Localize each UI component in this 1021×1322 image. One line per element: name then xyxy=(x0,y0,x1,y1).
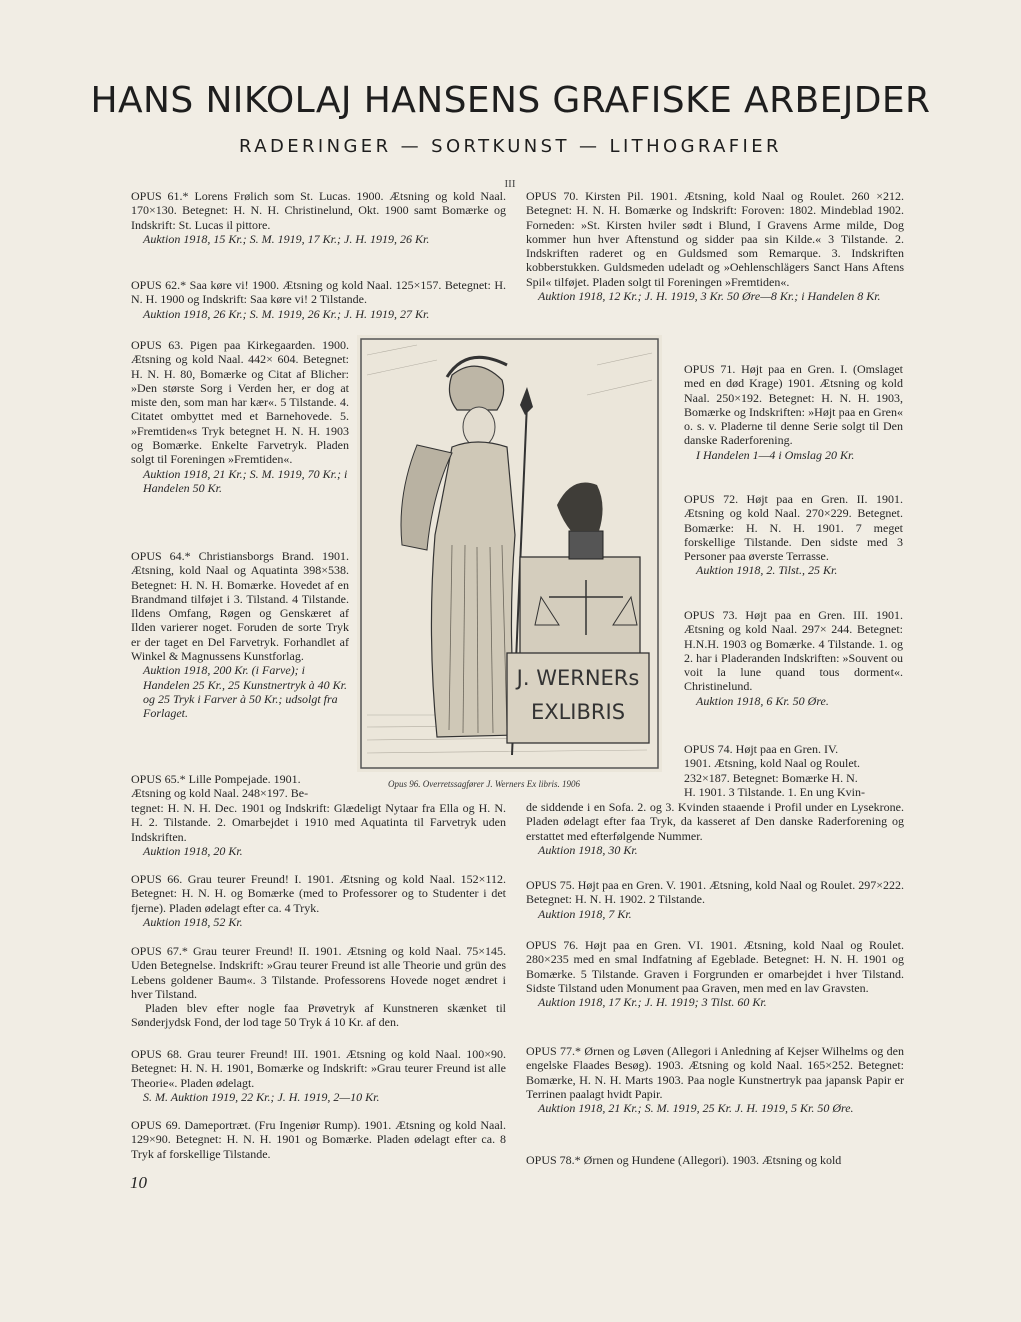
auction-line: Auktion 1918, 17 Kr.; J. H. 1919; 3 Tilst. 60 Kr. xyxy=(538,995,767,1010)
auction-line: Auktion 1918, 26 Kr.; S. M. 1919, 26 Kr.; J. H. 1919, 27 Kr. xyxy=(143,306,430,321)
entry-opus-77 xyxy=(526,1044,904,1115)
entry-text: de siddende i en Sofa. 2. og 3. Kvinden staaende i Profil under en Lysekrone. Pladen ødelagt efter faa Tryk, da kasseret af Den danske Raderforening og erstattet med efterfølgende Nummer. xyxy=(526,800,904,843)
entry-text: OPUS 67.* Grau teurer Freund! II. 1901. Ætsning og kold Naal. 75×145. Uden Betegnelse. Indskrift: »Grau teurer Freund ist alle Theorie und grün des Lebens goldener Baum«. 3 Tilstande. Professorens Hovede noget ændret i hver Tilstand. xyxy=(131,944,506,1001)
exlibris-drawing xyxy=(357,335,662,772)
entry-text: OPUS 70. Kirsten Pil. 1901. Ætsning, kold Naal og Roulet. 260 ×212. Betegnet: H. N. H. Bomærke og Indskrift: Foroven: 1802. Mindeblad 1902. Forneden: »St. Kirsten hviler sødt i Blund, I Gravens Arme milde, Dog kommer hun hver Aftenstund og sidder paa sin Kilde.« 3 Tilstande. 2. Indskriften raderet og en Guldsmed som Remarque. 3. Indskriften kobberstukken. Guldsmeden udeladt og »Oehlenschlägers Sanct Hans Aftens Spil« tilføjet. Pladen solgt til Foreningen »Fremtiden«. xyxy=(526,189,904,289)
entry-text: tegnet: H. N. H. Dec. 1901 og Indskrift: Glædeligt Nytaar fra Ella og H. N. H. 2. Tilstande. 2. Omarbejdet i 1910 med Aquatinta til Farvetryk uden Indskriften. xyxy=(131,801,506,844)
entry-text: OPUS 72. Højt paa en Gren. II. 1901. Ætsning og kold Naal. 270×229. Betegnet. Bomærke: H. N. H. 1901. 7 meget forskellige Tilstande. Den sidste med 3 Personer paa øverste Terrasse. xyxy=(684,492,903,564)
entry-text: OPUS 64.* Christiansborgs Brand. 1901. Ætsning, kold Naal og Aquatinta 398×538. Betegnet: H. N. H. Bomærke. Hovedet af en Brandmand tilføjet i 3. Tilstand. 4 Tilstande. Ildens Omfang, Røgen og Genskæret af Ilden varierer noget. Foruden de sorte Tryk er der taget en Del Farvetryk. Forhandlet af Winkel & Magnussens Kunstforlag. xyxy=(131,549,349,664)
entry-text: OPUS 69. Dameportræt. (Fru Ingeniør Rump). 1901. Ætsning og kold Naal. 129×90. Betegnet: H. N. H. 1901 og Bomærke. Pladen ødelagt efter ca. 8 Tryk af forskellige Tilstande. xyxy=(131,1118,506,1161)
entry-text-line: OPUS 74. Højt paa en Gren. IV. xyxy=(684,742,839,756)
entry-text: OPUS 63. Pigen paa Kirkegaarden. 1900. Ætsning og kold Naal. 442× 604. Betegnet: H. N. H. 80, Bomærke og Citat af Blicher: »Den største Sorg i Verden her, er dog at miste den, som man har kær«. 5 Tilstande. 4. Citatet ombyttet med et Barnehovede. 5. »Fremtiden«s Tryk betegnet H. N. H. 1903 og Bomærke. Enkelte Farvetryk. Pladen solgt til Foreningen »Fremtiden«. xyxy=(131,338,349,467)
entry-text-line: OPUS 65.* Lille Pompejade. 1901. xyxy=(131,772,301,786)
entry-text: OPUS 68. Grau teurer Freund! III. 1901. Ætsning og kold Naal. 100×90. Betegnet: H. N. H. 1901, Bomærke og Indskrift: »Grau teurer Freund ist alle Theorie«. Pladen ødelagt. xyxy=(131,1047,506,1090)
entry-opus-65 xyxy=(131,801,506,858)
plaque-line-2: EXLIBRIS xyxy=(530,700,626,724)
section-number: III xyxy=(504,178,516,190)
entry-text: OPUS 75. Højt paa en Gren. V. 1901. Ætsning, kold Naal og Roulet. 297×222. Betegnet: H. N. H. 1902. 2 Tilstande. xyxy=(526,878,904,907)
entry-text-line: 232×187. Betegnet: Bomærke H. N. xyxy=(684,770,858,785)
entry-text: OPUS 62.* Saa køre vi! 1900. Ætsning og kold Naal. 125×157. Betegnet: H. N. H. 1900 og Indskrift: Saa køre vi! 2 Tilstande. xyxy=(131,278,506,307)
entry-text-line: Ætsning og kold Naal. 248×197. Be- xyxy=(131,786,309,801)
entry-text: OPUS 77.* Ørnen og Løven (Allegori i Anledning af Kejser Wilhelms og den engelske Flaades Besøg). 1903. Ætsning og kold Naal. 165×252. Betegnet: Bomærke, H. N. H. Marts 1903. Paa nogle Kunstnertryk paa japansk Papir er Terrinen paalagt hvidt Papir. xyxy=(526,1044,904,1101)
entry-opus-75 xyxy=(526,878,904,921)
entry-opus-76 xyxy=(526,938,904,1009)
entry-opus-67 xyxy=(131,944,506,1030)
auction-line: Auktion 1918, 2. Tilst., 25 Kr. xyxy=(696,563,838,578)
entry-opus-62 xyxy=(131,278,506,321)
auction-line: Auktion 1918, 7 Kr. xyxy=(538,906,632,921)
entry-text: OPUS 76. Højt paa en Gren. VI. 1901. Ætsning, kold Naal og Roulet. 280×235 med en smal Indfatning af Egeblade. Betegnet: H. N. H. 1901 og Bomærke. 5 Tilstande. Graven i Forgrunden er omarbejdet i hver Tilstand. Sidste Tilstand uden Monument paa Graven, men med en lav Gravsten. xyxy=(526,938,904,995)
page-title: HANS NIKOLAJ HANSENS GRAFISKE ARBEJDER xyxy=(90,80,931,121)
entry-opus-78 xyxy=(526,1153,904,1167)
entry-note: Pladen blev efter nogle faa Prøvetryk af Kunstneren skænket til Sønderjydsk Fond, der lod tage 50 Tryk á 10 Kr. af den. xyxy=(131,1001,506,1030)
plaque-line-1: J. WERNERs xyxy=(516,666,640,690)
entry-opus-74-start xyxy=(684,742,903,799)
entry-opus-71 xyxy=(684,362,903,462)
auction-line: Auktion 1918, 15 Kr.; S. M. 1919, 17 Kr.; J. H. 1919, 26 Kr. xyxy=(143,231,430,246)
entry-opus-72 xyxy=(684,492,903,578)
entry-opus-74 xyxy=(526,800,904,857)
exlibris-illustration xyxy=(357,335,662,772)
auction-line: Auktion 1918, 30 Kr. xyxy=(538,842,638,857)
entry-text: OPUS 61.* Lorens Frølich som St. Lucas. 1900. Ætsning og kold Naal. 170×130. Betegnet: H. N. H. Christinelund, Okt. 1900 samt Bomærke og Indskrift: St. Lucas il pittore. xyxy=(131,189,506,232)
entry-opus-73 xyxy=(684,608,903,708)
auction-line: Auktion 1918, 21 Kr.; S. M. 1919, 25 Kr. J. H. 1919, 5 Kr. 50 Øre. xyxy=(538,1101,854,1116)
entry-opus-64 xyxy=(131,549,349,721)
auction-line: Auktion 1918, 12 Kr.; J. H. 1919, 3 Kr. 50 Øre—8 Kr.; i Handelen 8 Kr. xyxy=(538,289,881,304)
entry-text: OPUS 73. Højt paa en Gren. III. 1901. Ætsning og kold Naal. 297× 244. Betegnet: H.N.H. 1903 og Bomærke. 4 Tilstande. 1. og 2. har i Pladeranden Indskriften: »Souvent ou voit la lune quand tous dorment«. Christinelund. xyxy=(684,608,903,694)
auction-line: Auktion 1918, 52 Kr. xyxy=(143,914,243,929)
auction-line: Auktion 1918, 200 Kr. (i Farve); i Handelen 25 Kr., 25 Kunstnertryk à 40 Kr. og 25 Tryk i Farver à 50 Kr.; udsolgt fra Forlaget. xyxy=(143,663,347,721)
entry-opus-70 xyxy=(526,189,904,303)
entry-text-line: 1901. Ætsning, kold Naal og Roulet. xyxy=(684,756,860,771)
entry-opus-61 xyxy=(131,189,506,246)
auction-line: Auktion 1918, 20 Kr. xyxy=(143,843,243,858)
page-number: 10 xyxy=(130,1173,147,1192)
entry-opus-63 xyxy=(131,338,349,495)
entry-opus-66 xyxy=(131,872,506,929)
entry-text: OPUS 78.* Ørnen og Hundene (Allegori). 1903. Ætsning og kold xyxy=(526,1153,842,1167)
entry-text: OPUS 71. Højt paa en Gren. I. (Omslaget med en død Krage) 1901. Ætsning og kold Naal. 250×192. Betegnet: H. N. H. 1903, Bomærke og Indskriften: »Højt paa en Gren« o. s. v. Pladerne til denne Serie solgt til Den danske Raderforening. xyxy=(684,362,903,448)
entry-opus-69 xyxy=(131,1118,506,1161)
auction-line: Auktion 1918, 21 Kr.; S. M. 1919, 70 Kr.; i Handelen 50 Kr. xyxy=(143,466,348,495)
entry-opus-68 xyxy=(131,1047,506,1104)
figure-caption: Opus 96. Overretssagfører J. Werners Ex libris. 1906 xyxy=(388,779,580,789)
auction-line: S. M. Auktion 1919, 22 Kr.; J. H. 1919, 2—10 Kr. xyxy=(143,1089,380,1104)
entry-text: OPUS 66. Grau teurer Freund! I. 1901. Ætsning og kold Naal. 152×112. Betegnet: H. N. H. og Bomærke (med to Professorer og to Studenter i det fjerne). Pladen ødelagt efter ca. 4 Tryk. xyxy=(131,872,506,915)
page-subtitle: RADERINGER — SORTKUNST — LITHOGRAFIER xyxy=(239,136,782,157)
entry-text-line: H. 1901. 3 Tilstande. 1. En ung Kvin- xyxy=(684,784,866,799)
auction-line: Auktion 1918, 6 Kr. 50 Øre. xyxy=(696,693,829,708)
auction-line: I Handelen 1—4 i Omslag 20 Kr. xyxy=(696,447,855,462)
entry-opus-65-start xyxy=(131,772,349,801)
